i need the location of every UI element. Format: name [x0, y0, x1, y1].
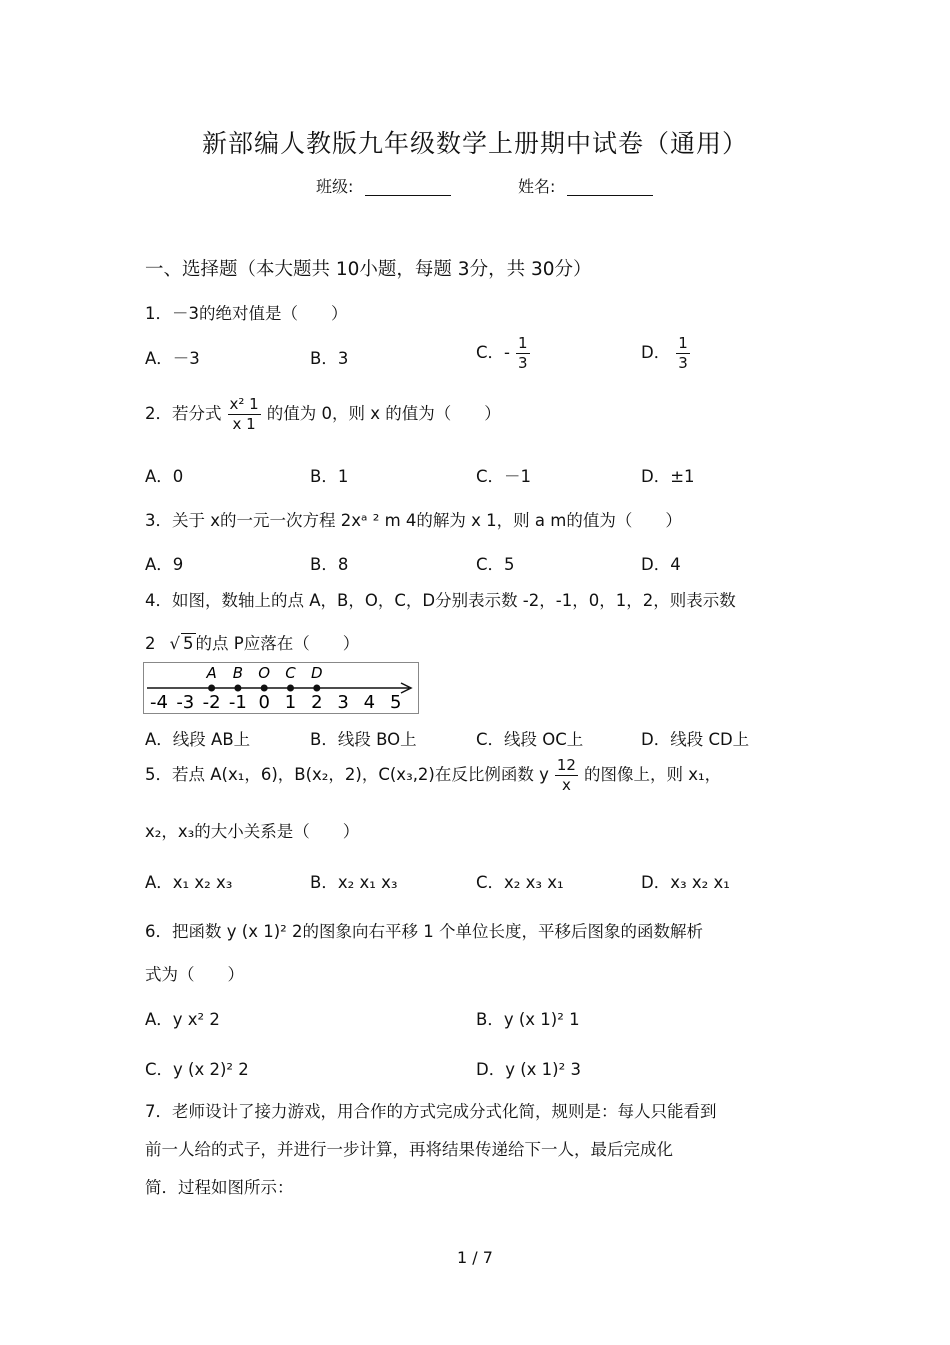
q2-prefix: 2．若分式 — [145, 403, 222, 423]
number-line-tick-label: -2 — [202, 692, 221, 713]
number-line-figure — [143, 662, 419, 714]
q1-option-d — [641, 334, 696, 373]
q2-option-d: D．±1 — [641, 467, 695, 486]
number-line-tick-label: 2 — [311, 692, 323, 713]
number-line-tick-label: 0 — [258, 692, 270, 713]
question-5-line-1 — [145, 756, 721, 795]
q6-option-c: C．y (x 2)² 2 — [145, 1060, 249, 1079]
number-line-point — [261, 685, 268, 692]
question-1-stem: 1．－3的绝对值是（ ） — [145, 304, 348, 323]
q1-option-b: B．3 — [310, 349, 349, 368]
page-number: 1 / 7 — [457, 1248, 493, 1267]
class-field — [316, 174, 451, 197]
q2-fraction: $\frac{\text{x² 1}}{x 1}$ — [229, 395, 259, 433]
number-line-tick-label: -1 — [228, 692, 247, 713]
q1-option-d-fraction: $\frac{1}{3}$ — [678, 334, 688, 372]
q5-option-c: C．x₂ x₃ x₁ — [476, 873, 564, 892]
q3-option-d: D．4 — [641, 555, 681, 574]
number-line-tick-label: 5 — [389, 692, 402, 713]
q3-option-b: B．8 — [310, 555, 349, 574]
q4-option-c: C．线段 OC上 — [476, 730, 584, 749]
q5-suffix: 的图像上，则 x₁， — [583, 764, 722, 784]
number-line-tick-label: 1 — [284, 692, 297, 713]
question-7-line-2: 前一人给的式子，并进行一步计算，再将结果传递给下一人，最后完成化 — [145, 1140, 673, 1159]
number-line-tick-label: -4 — [150, 692, 168, 713]
question-4-line-2: 2 √ 5 的点 P应落在（ ） — [145, 634, 360, 653]
q2-option-b: B．1 — [310, 467, 349, 486]
q5-fraction: $\frac{12}{x}$ — [556, 756, 576, 794]
class-label: 班级: — [316, 177, 354, 196]
question-3-stem: 3．关于 x的一元一次方程 2xᵃ ² m 4的解为 x 1，则 a m的值为（ ） — [145, 511, 682, 530]
number-line-point-label: D — [311, 664, 323, 682]
number-line-point — [287, 685, 294, 692]
question-2-stem — [145, 395, 501, 434]
name-field — [518, 174, 653, 197]
q1-option-c-fraction: $\frac{1}{3}$ — [517, 334, 528, 372]
q6-option-d: D．y (x 1)² 3 — [476, 1060, 581, 1079]
q3-option-c: C．5 — [476, 555, 515, 574]
q6-option-a: A．y x² 2 — [145, 1010, 220, 1029]
q2-option-c: C．－1 — [476, 467, 532, 486]
q2-option-a: A．0 — [145, 467, 184, 486]
q5-option-b: B．x₂ x₁ x₃ — [310, 873, 398, 892]
number-line-tick-label: 3 — [337, 692, 349, 713]
class-blank[interactable] — [365, 179, 451, 196]
number-line-point — [234, 685, 241, 692]
q5-option-d: D．x₃ x₂ x₁ — [641, 873, 730, 892]
q1-option-a: A．－3 — [145, 349, 200, 368]
section-heading: 一、选择题（本大题共 10小题，每题 3分，共 30分） — [145, 259, 592, 280]
number-line-tick-label: -3 — [176, 692, 195, 713]
number-line-point — [208, 685, 215, 692]
question-5-line-2: x₂，x₃的大小关系是（ ） — [145, 822, 360, 841]
name-label: 姓名: — [518, 177, 556, 196]
q6-option-b: B．y (x 1)² 1 — [476, 1010, 580, 1029]
name-blank[interactable] — [567, 179, 653, 196]
q4-option-d: D．线段 CD上 — [641, 730, 750, 749]
question-6-line-1: 6．把函数 y (x 1)² 2的图象向右平移 1 个单位长度，平移后图象的函数解析 — [145, 922, 703, 941]
question-4-line-1: 4．如图，数轴上的点 A，B，O，C，D分别表示数 -2，-1，0，1，2，则表示数 — [145, 591, 736, 610]
page-title: 新部编人教版九年级数学上册期中试卷（通用） — [201, 129, 748, 158]
q4-option-b: B．线段 BO上 — [310, 730, 417, 749]
q1-option-c-label: C．- — [476, 342, 510, 362]
q5-prefix: 5．若点 A(x₁，6)，B(x₂，2)，C(x₃,2)在反比例函数 y — [145, 764, 549, 784]
q3-option-a: A．9 — [145, 555, 184, 574]
q4-sqrt-value: 5 — [183, 634, 194, 653]
q5-option-a: A．x₁ x₂ x₃ — [145, 873, 233, 892]
question-6-line-2: 式为（ ） — [145, 965, 244, 984]
q1-option-d-label: D． — [641, 342, 671, 362]
q4-coefficient: 2 — [145, 634, 156, 653]
q1-option-c — [476, 334, 536, 373]
q4-option-a: A．线段 AB上 — [145, 730, 251, 749]
number-line-tick-label: 4 — [363, 692, 376, 713]
number-line-point-label: A — [206, 664, 217, 682]
number-line-point-label: B — [232, 664, 244, 682]
q4-line-2-text: 的点 P应落在（ ） — [195, 634, 360, 653]
question-7-line-3: 简．过程如图所示： — [145, 1178, 294, 1197]
q2-suffix: 的值为 0，则 x 的值为（ ） — [266, 403, 501, 423]
number-line-point — [313, 685, 320, 692]
number-line-point-label: C — [285, 664, 296, 682]
number-line-point-label: O — [258, 664, 271, 682]
question-7-line-1: 7．老师设计了接力游戏，用合作的方式完成分式化简，规则是：每人只能看到 — [145, 1102, 717, 1121]
